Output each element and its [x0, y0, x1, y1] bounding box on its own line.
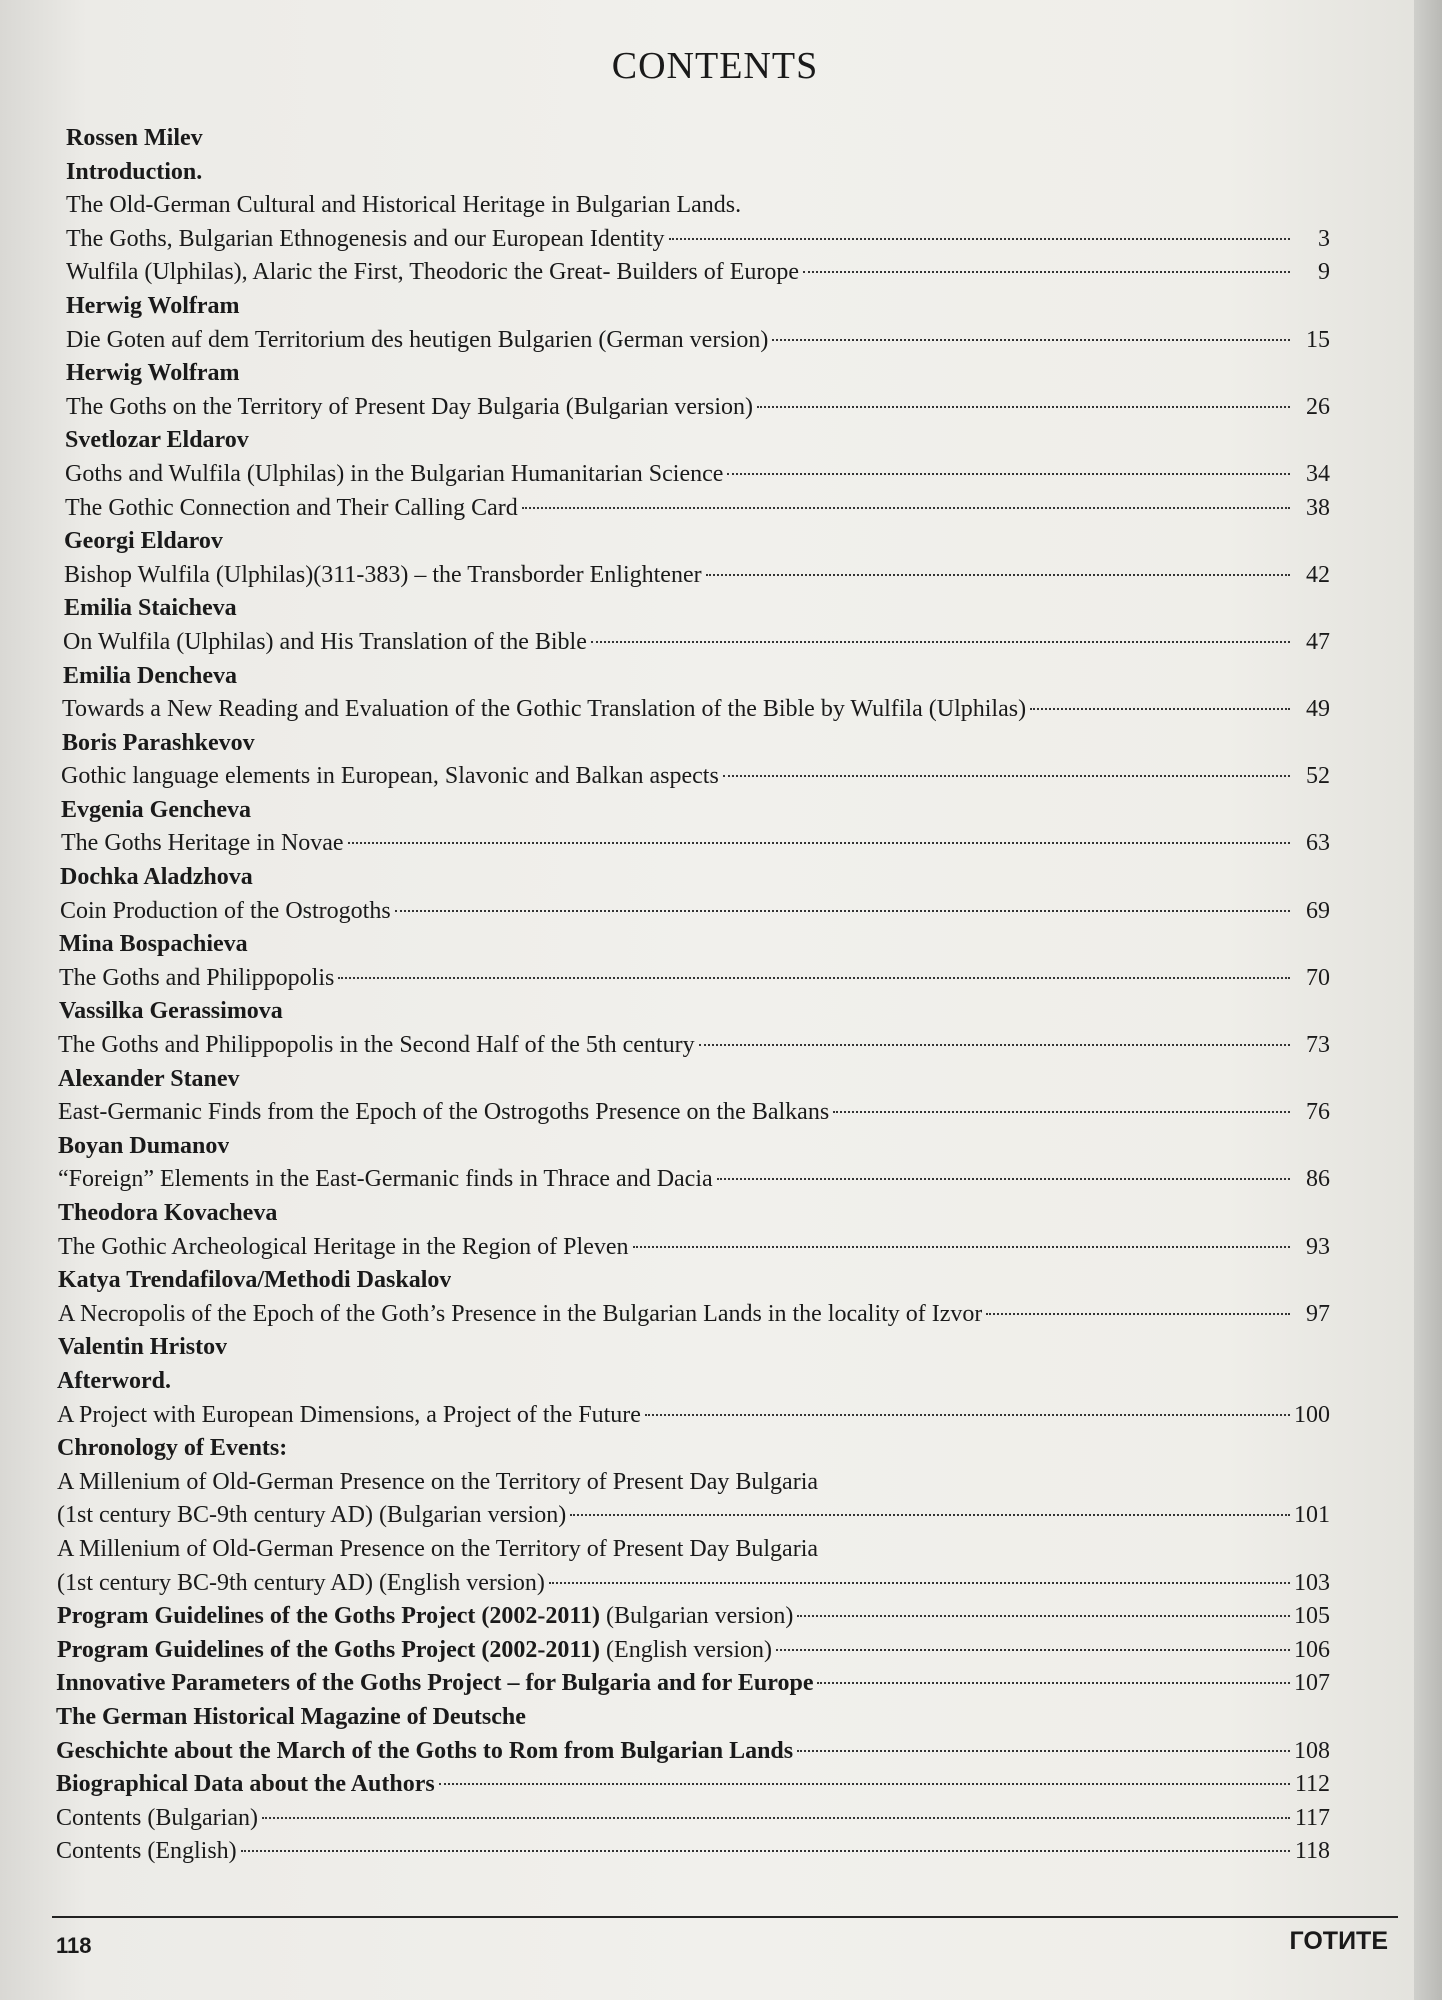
toc-entry [58, 1163, 1330, 1197]
section-heading-text: Afterword. [57, 1367, 171, 1394]
toc-entry [62, 693, 1330, 727]
toc-entry [57, 1466, 1330, 1500]
leader-dots [1030, 708, 1290, 710]
toc-entry [65, 458, 1330, 492]
entry-title: Program Guidelines of the Goths Project (2002-2011) (Bulgarian version) [57, 1603, 794, 1630]
entry-page-number: 86 [1306, 1166, 1330, 1193]
toc-author [66, 357, 1330, 391]
leader-dots [706, 574, 1290, 576]
entry-page-number: 9 [1318, 259, 1330, 286]
leader-dots [522, 507, 1290, 509]
entry-page-number: 47 [1306, 628, 1330, 655]
leader-dots [549, 1582, 1290, 1584]
toc-entry [57, 1499, 1330, 1533]
author-name: Svetlozar Eldarov [65, 427, 249, 454]
toc-author [61, 794, 1330, 828]
entry-title: Contents (Bulgarian) [56, 1804, 258, 1831]
leader-dots [797, 1615, 1290, 1617]
toc-entry [56, 1768, 1330, 1802]
entry-title: Biographical Data about the Authors [56, 1771, 435, 1798]
leader-dots [645, 1414, 1290, 1416]
entry-page-number: 15 [1306, 326, 1330, 353]
entry-page-number: 34 [1306, 460, 1330, 487]
entry-page-number: 26 [1306, 393, 1330, 420]
toc-entry [56, 1835, 1330, 1869]
author-name: Mina Bospachieva [59, 931, 248, 958]
footer-page-number: 118 [56, 1933, 92, 1958]
entry-title: Contents (English) [56, 1838, 237, 1865]
entry-title-bold: Program Guidelines of the Goths Project (2002-2011) [57, 1636, 601, 1663]
toc-entry [66, 256, 1330, 290]
toc-author [66, 290, 1330, 324]
entry-page-number: 106 [1294, 1636, 1330, 1663]
toc-entry [64, 559, 1330, 593]
leader-dots [833, 1111, 1290, 1113]
toc-entry [57, 1567, 1330, 1601]
entry-page-number: 3 [1318, 225, 1330, 252]
entry-page-number: 100 [1294, 1401, 1330, 1428]
toc-author [60, 861, 1330, 895]
toc-entry [56, 1802, 1330, 1836]
toc-author [64, 592, 1330, 626]
entry-page-number: 103 [1294, 1569, 1330, 1596]
toc-entry [56, 1667, 1330, 1701]
entry-title: Die Goten auf dem Territorium des heutigen Bulgarien (German version) [66, 326, 769, 353]
entry-title: A Millenium of Old-German Presence on the Territory of Present Day Bulgaria [57, 1535, 819, 1562]
entry-page-number: 42 [1306, 561, 1330, 588]
author-name: Evgenia Gencheva [61, 796, 251, 823]
toc-entry [58, 1096, 1330, 1130]
toc-author [58, 1130, 1330, 1164]
entry-page-number: 73 [1306, 1032, 1330, 1059]
leader-dots [395, 910, 1290, 912]
author-name: Herwig Wolfram [66, 360, 240, 387]
toc-section-heading [56, 1701, 1330, 1735]
author-name: Emilia Dencheva [63, 662, 237, 689]
entry-page-number: 38 [1306, 494, 1330, 521]
leader-dots [439, 1783, 1290, 1785]
page-edge-shadow [1414, 0, 1442, 2000]
author-name: Georgi Eldarov [64, 528, 223, 555]
author-name: Emilia Staicheva [64, 595, 237, 622]
author-name: Boyan Dumanov [58, 1132, 230, 1159]
entry-page-number: 63 [1306, 830, 1330, 857]
entry-page-number: 107 [1294, 1670, 1330, 1697]
leader-dots [338, 977, 1290, 979]
toc-entry [58, 1029, 1330, 1063]
entry-title: Bishop Wulfila (Ulphilas)(311-383) – the Transborder Enlightener [64, 561, 702, 588]
author-name: Herwig Wolfram [66, 292, 240, 319]
entry-title: Coin Production of the Ostrogoths [60, 897, 391, 924]
leader-dots [570, 1514, 1290, 1516]
toc-author [59, 995, 1330, 1029]
toc-entry [59, 962, 1330, 996]
entry-title: (1st century BC-9th century AD) (English version) [57, 1569, 545, 1596]
toc-section-heading [66, 156, 1330, 190]
toc-entry [66, 189, 1330, 223]
footer-rule [52, 1916, 1398, 1918]
toc-author [63, 660, 1330, 694]
entry-title: Gothic language elements in European, Slavonic and Balkan aspects [61, 763, 719, 790]
author-name: Dochka Aladzhova [60, 864, 253, 891]
entry-title: A Necropolis of the Epoch of the Goth’s Presence in the Bulgarian Lands in the locality of Izvor [58, 1300, 983, 1327]
entry-title: The Goths on the Territory of Present Day Bulgaria (Bulgarian version) [66, 393, 754, 420]
entry-title: On Wulfila (Ulphilas) and His Translation of the Bible [63, 628, 587, 655]
footer-running-title: ГОТИТЕ [1289, 1927, 1388, 1955]
author-name: Katya Trendafilova/Methodi Daskalov [58, 1267, 452, 1294]
entry-title: Innovative Parameters of the Goths Project – for Bulgaria and for Europe [56, 1670, 814, 1697]
author-name: Boris Parashkevov [62, 729, 255, 756]
leader-dots [757, 406, 1290, 408]
author-name: Vassilka Gerassimova [59, 998, 283, 1025]
toc-entry [65, 492, 1330, 526]
entry-title: Geschichte about the March of the Goths to Rom from Bulgarian Lands [56, 1737, 794, 1764]
entry-title: East-Germanic Finds from the Epoch of the Ostrogoths Presence on the Balkans [58, 1099, 830, 1126]
entry-title: The Goths Heritage in Novae [61, 830, 344, 857]
leader-dots [776, 1649, 1290, 1651]
author-name: Rossen Milev [66, 125, 203, 151]
leader-dots [986, 1313, 1290, 1315]
page-title: CONTENTS [611, 45, 819, 87]
toc-author [65, 424, 1330, 458]
section-heading-text: Introduction. [66, 158, 203, 185]
section-heading-text: The German Historical Magazine of Deutsche [56, 1703, 526, 1730]
toc-entry [66, 324, 1330, 358]
entry-title: A Millenium of Old-German Presence on the Territory of Present Day Bulgaria [57, 1468, 819, 1495]
entry-page-number: 101 [1294, 1502, 1330, 1529]
entry-title: Program Guidelines of the Goths Project (2002-2011) (English version) [57, 1636, 773, 1663]
entry-page-number: 69 [1306, 897, 1330, 924]
leader-dots [727, 473, 1290, 475]
author-name: Theodora Kovacheva [58, 1200, 278, 1226]
entry-title: The Gothic Connection and Their Calling Card [65, 494, 518, 521]
entry-title: The Goths, Bulgarian Ethnogenesis and our European Identity [66, 225, 665, 252]
toc-author [58, 1063, 1330, 1097]
toc-entry [56, 1735, 1330, 1769]
entry-title-bold: Program Guidelines of the Goths Project (2002-2011) [57, 1603, 601, 1630]
entry-page-number: 117 [1294, 1804, 1330, 1831]
toc-author [64, 525, 1330, 559]
entry-title: The Goths and Philippopolis in the Second Half of the 5th century [58, 1032, 695, 1059]
entry-title: The Goths and Philippopolis [59, 964, 335, 991]
entry-page-number: 97 [1306, 1300, 1330, 1327]
entry-title: Towards a New Reading and Evaluation of the Gothic Translation of the Bible by Wulfila (Ulphilas) [62, 696, 1027, 723]
leader-dots [723, 775, 1290, 777]
author-name: Alexander Stanev [58, 1065, 240, 1092]
toc-entry [58, 1231, 1330, 1265]
entry-page-number: 93 [1306, 1233, 1330, 1260]
toc-entry [57, 1600, 1330, 1634]
toc-entry [57, 1533, 1330, 1567]
entry-page-number: 112 [1294, 1771, 1330, 1798]
toc-section-heading [57, 1432, 1330, 1466]
toc-entry [66, 391, 1330, 425]
toc-entry [63, 626, 1330, 660]
entry-title: The Gothic Archeological Heritage in the Region of Pleven [58, 1233, 629, 1260]
leader-dots [591, 641, 1290, 643]
toc-author [66, 122, 1330, 156]
entry-page-number: 76 [1306, 1099, 1330, 1126]
entry-page-number: 49 [1306, 696, 1330, 723]
entry-title: The Old-German Cultural and Historical Heritage in Bulgarian Lands. [66, 192, 742, 219]
entry-title: Goths and Wulfila (Ulphilas) in the Bulgarian Humanitarian Science [65, 460, 724, 487]
leader-dots [699, 1044, 1290, 1046]
entry-title: Wulfila (Ulphilas), Alaric the First, Theodoric the Great- Builders of Europe [66, 259, 800, 286]
leader-dots [262, 1817, 1290, 1819]
leader-dots [817, 1682, 1290, 1684]
toc-author [62, 727, 1330, 761]
toc-author [58, 1264, 1330, 1298]
leader-dots [241, 1850, 1290, 1852]
toc-author [58, 1197, 1330, 1231]
toc-entry [57, 1399, 1330, 1433]
toc-entry [66, 223, 1330, 257]
toc-entry [57, 1634, 1330, 1668]
leader-dots [669, 238, 1290, 240]
leader-dots [717, 1178, 1290, 1180]
entry-page-number: 108 [1294, 1737, 1330, 1764]
leader-dots [803, 271, 1290, 273]
leader-dots [772, 339, 1290, 341]
entry-title: (1st century BC-9th century AD) (Bulgarian version) [57, 1502, 567, 1529]
toc-entry [61, 827, 1330, 861]
entry-title: “Foreign” Elements in the East-Germanic finds in Thrace and Dacia [58, 1166, 713, 1193]
toc-author [58, 1331, 1330, 1365]
entry-page-number: 70 [1306, 964, 1330, 991]
entry-page-number: 52 [1306, 763, 1330, 790]
toc-section-heading [57, 1365, 1330, 1399]
toc-entry [61, 760, 1330, 794]
toc-entry [58, 1298, 1330, 1332]
leader-dots [797, 1750, 1290, 1752]
table-of-contents [58, 122, 1330, 1869]
entry-title: A Project with European Dimensions, a Project of the Future [57, 1401, 641, 1428]
entry-page-number: 118 [1294, 1838, 1330, 1865]
leader-dots [633, 1246, 1291, 1248]
toc-entry [60, 895, 1330, 929]
toc-author [59, 928, 1330, 962]
leader-dots [348, 842, 1290, 844]
entry-page-number: 105 [1294, 1603, 1330, 1630]
section-heading-text: Chronology of Events: [57, 1435, 288, 1462]
author-name: Valentin Hristov [58, 1334, 228, 1361]
